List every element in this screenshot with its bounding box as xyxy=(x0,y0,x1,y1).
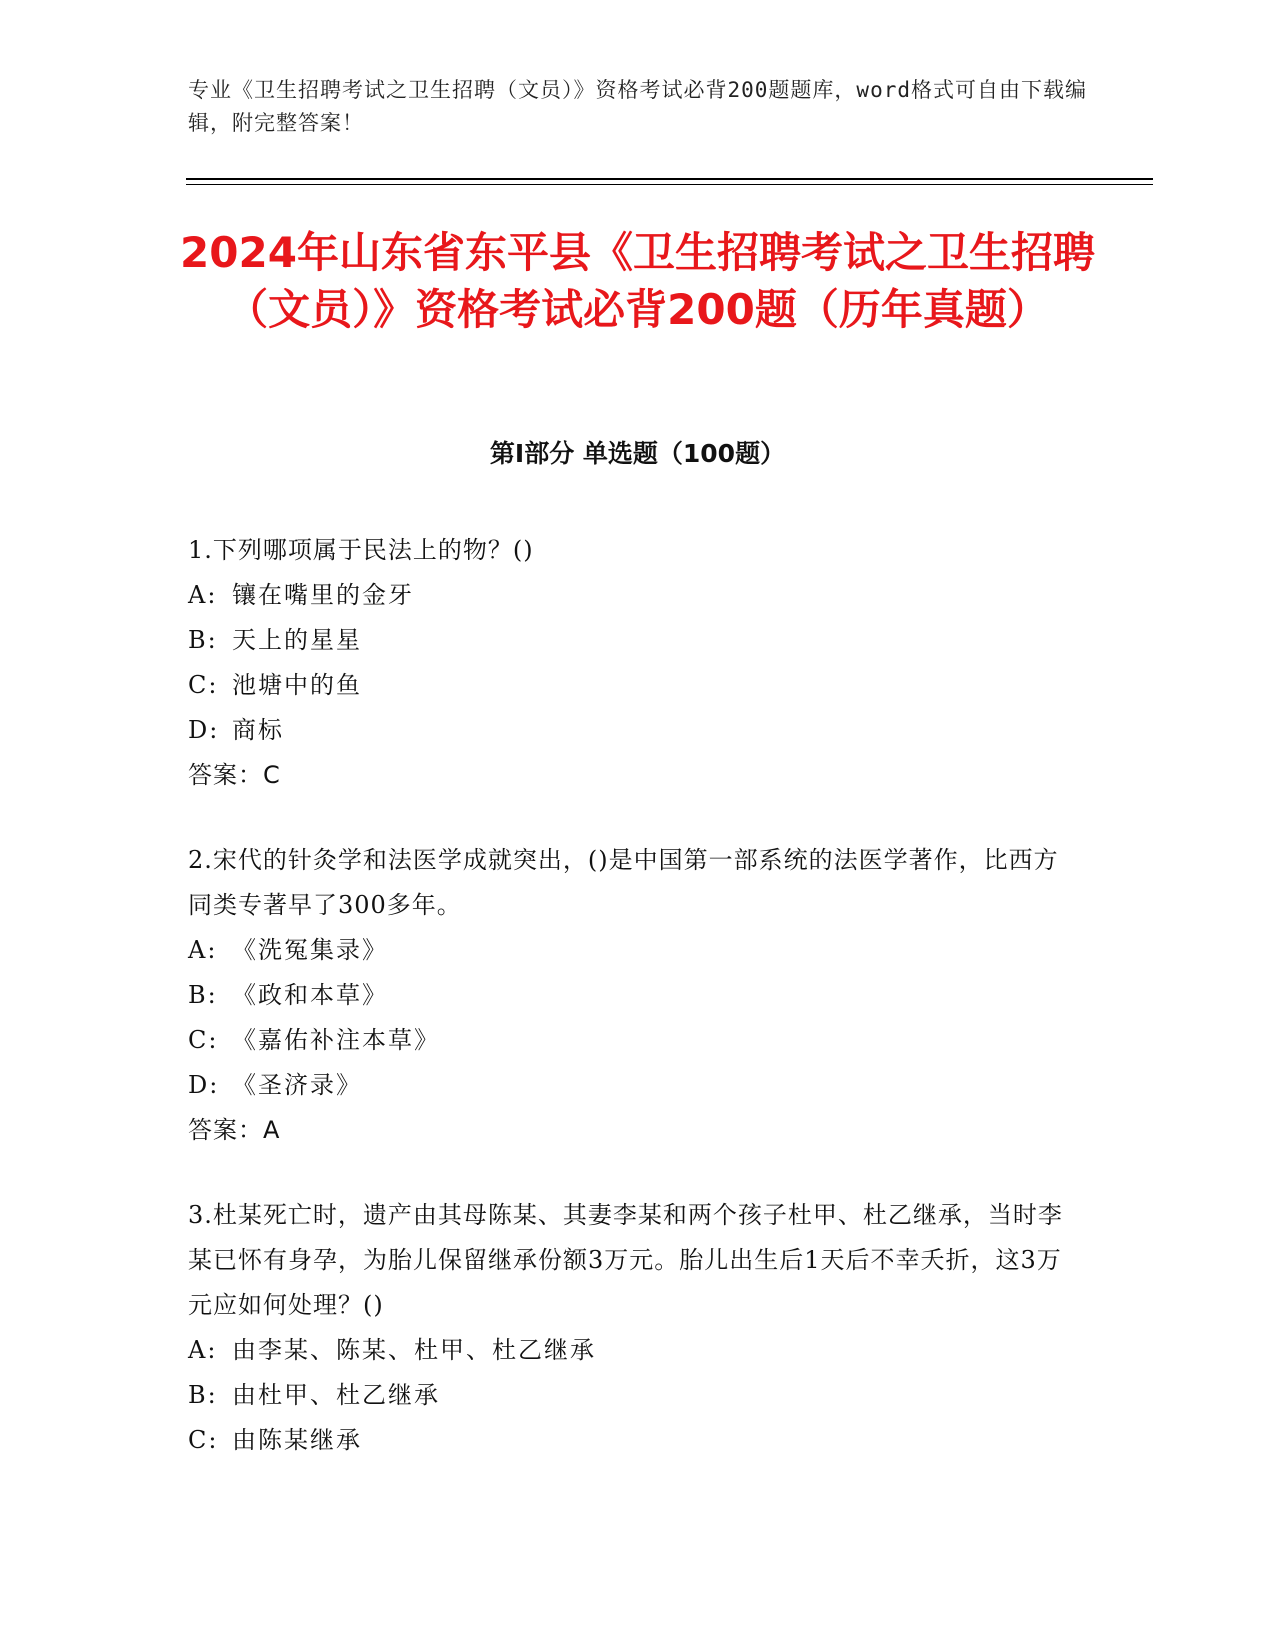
option-letter: B: xyxy=(188,981,218,1009)
question-list xyxy=(188,528,1068,1503)
document-title: 2024年山东省东平县《卫生招聘考试之卫生招聘（文员）》资格考试必背200题（历年真题） xyxy=(180,228,1095,334)
question-answer xyxy=(188,1108,1068,1153)
question-item xyxy=(188,838,1068,1153)
option-text: 由杜甲、杜乙继承 xyxy=(232,1381,440,1409)
option-text: 《洗冤集录》 xyxy=(232,936,388,964)
question-option xyxy=(188,663,1068,708)
question-option xyxy=(188,573,1068,618)
question-option xyxy=(188,1328,1068,1373)
option-letter: D: xyxy=(188,1071,220,1099)
option-text: 《嘉佑补注本草》 xyxy=(232,1026,440,1054)
option-letter: C: xyxy=(188,671,219,699)
question-answer xyxy=(188,753,1068,798)
question-option xyxy=(188,1018,1068,1063)
option-text: 由陈某继承 xyxy=(232,1426,362,1454)
question-option xyxy=(188,618,1068,663)
option-text: 池塘中的鱼 xyxy=(232,671,362,699)
header-rule-thick xyxy=(186,178,1153,180)
answer-prefix: 答案： xyxy=(188,761,263,789)
option-letter: C: xyxy=(188,1026,219,1054)
section-title: 第I部分 单选题（100题） xyxy=(489,439,786,468)
question-option xyxy=(188,1418,1068,1463)
option-letter: A: xyxy=(188,581,218,609)
option-letter: A: xyxy=(188,1336,218,1364)
question-option xyxy=(188,973,1068,1018)
question-stem: 2.宋代的针灸学和法医学成就突出，()是中国第一部系统的法医学著作，比西方同类专著早了300多年。 xyxy=(188,846,1059,919)
question-stem: 3.杜某死亡时，遗产由其母陈某、其妻李某和两个孩子杜甲、杜乙继承，当时李某已怀有身孕，为胎儿保留继承份额3万元。胎儿出生后1天后不幸夭折，这3万元应如何处理？() xyxy=(188,1201,1063,1319)
option-letter: C: xyxy=(188,1426,219,1454)
answer-prefix: 答案： xyxy=(188,1116,263,1144)
option-letter: B: xyxy=(188,626,218,654)
answer-value: A xyxy=(263,1116,281,1144)
option-text: 《政和本草》 xyxy=(232,981,388,1009)
header-rule-thin xyxy=(186,184,1153,185)
option-letter: B: xyxy=(188,1381,218,1409)
question-option xyxy=(188,1373,1068,1418)
option-text: 商标 xyxy=(232,716,284,744)
header-note: 专业《卫生招聘考试之卫生招聘（文员）》资格考试必背200题题库，word格式可自由下载编辑，附完整答案！ xyxy=(188,78,1087,135)
option-text: 《圣济录》 xyxy=(232,1071,362,1099)
option-text: 镶在嘴里的金牙 xyxy=(232,581,414,609)
answer-value: C xyxy=(263,761,281,789)
question-stem: 1.下列哪项属于民法上的物？() xyxy=(188,536,534,564)
option-letter: A: xyxy=(188,936,218,964)
question-item xyxy=(188,528,1068,798)
option-text: 天上的星星 xyxy=(232,626,362,654)
question-option xyxy=(188,928,1068,973)
question-item xyxy=(188,1193,1068,1463)
option-letter: D: xyxy=(188,716,220,744)
question-option xyxy=(188,1063,1068,1108)
option-text: 由李某、陈某、杜甲、杜乙继承 xyxy=(232,1336,596,1364)
question-option xyxy=(188,708,1068,753)
